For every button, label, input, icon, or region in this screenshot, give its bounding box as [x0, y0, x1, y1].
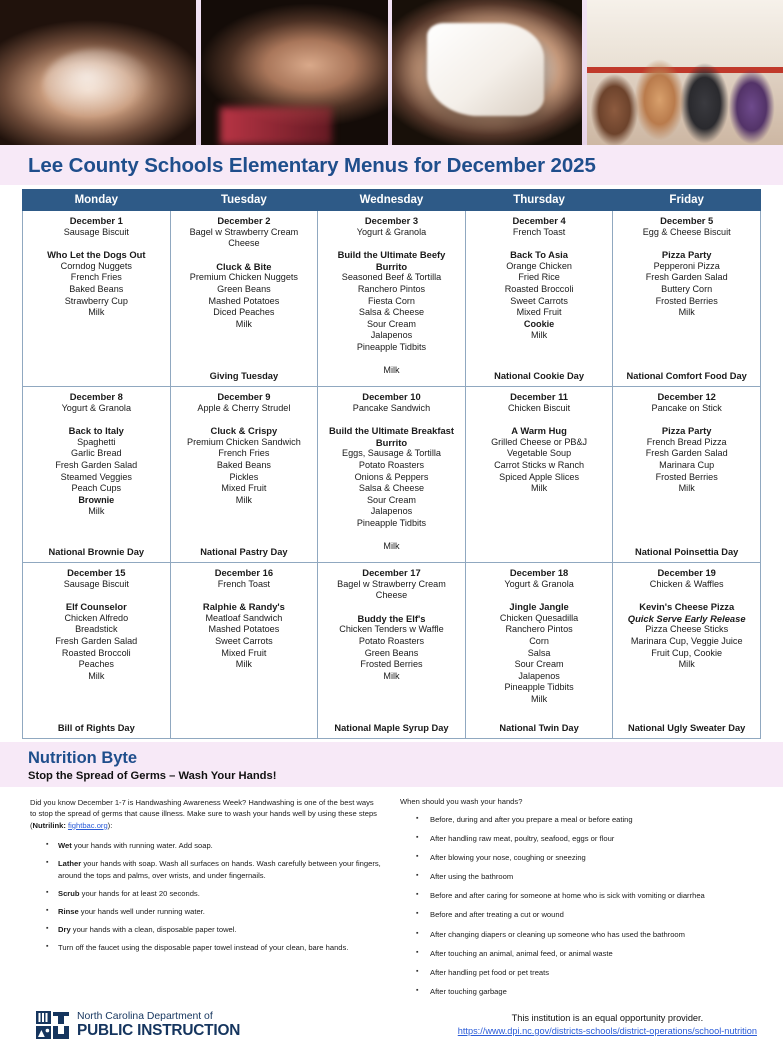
menu-item: Mixed Fruit — [221, 647, 267, 658]
menu-item: Premium Chicken Nuggets — [189, 272, 298, 283]
menu-breakfast-item: French Toast — [512, 226, 566, 237]
menu-item: Meatloaf Sandwich — [205, 612, 283, 623]
menu-breakfast-item: Sausage Biscuit — [63, 578, 129, 589]
menu-day-cell — [23, 211, 171, 387]
menu-spacer — [174, 250, 315, 261]
handwashing-step — [46, 924, 382, 936]
page-title: Lee County Schools Elementary Menus for December 2025 — [28, 154, 596, 177]
nutrition-byte-body — [0, 787, 783, 1009]
menu-day-date: December 1 — [69, 215, 123, 226]
step-text: your hands for at least 20 seconds. — [79, 889, 200, 898]
menu-spacer — [26, 238, 167, 249]
menu-day-date: December 18 — [509, 567, 569, 578]
menu-spacer — [26, 590, 167, 601]
menu-item: French Fries — [218, 448, 270, 459]
menu-meal-title: Pizza Party — [661, 425, 712, 437]
menu-item: Milk — [530, 330, 548, 341]
menu-day-date: December 19 — [657, 567, 716, 578]
menu-item: Milk — [383, 365, 400, 376]
menu-day-date: December 5 — [660, 215, 714, 226]
when-to-wash-item: ▪ Before and after treating a cut or wound — [416, 909, 753, 921]
menu-day-date: December 11 — [510, 391, 568, 402]
menu-calendar — [22, 189, 761, 739]
menu-day-content — [616, 567, 757, 735]
menu-meal-title: Build the Ultimate Breakfast Burrito — [328, 425, 454, 448]
step-text: your hands with running water. Add soap. — [71, 841, 213, 851]
calendar-body — [23, 211, 761, 739]
menu-item: Roasted Broccoli — [504, 283, 574, 294]
school-nutrition-url-link[interactable]: https://www.dpi.nc.gov/districts-schools/district-operations/school-nutrition — [457, 1025, 757, 1036]
menu-item: Pepperoni Pizza — [653, 260, 720, 271]
ncdpi-logo — [36, 1011, 240, 1039]
menu-item: Mashed Potatoes — [208, 295, 280, 306]
menu-breakfast-item: Bagel w Strawberry Cream Cheese — [189, 226, 299, 249]
menu-day-date: December 10 — [362, 391, 421, 402]
menu-meal-title: Ralphie & Randy's — [202, 601, 285, 613]
menu-spacer — [469, 414, 610, 425]
intro-text-part2: ): — [107, 820, 113, 830]
menu-observance — [26, 379, 167, 383]
menu-breakfast-item: French Toast — [217, 578, 271, 589]
menu-day-content — [469, 215, 610, 383]
menu-observance: National Ugly Sweater Day — [628, 723, 746, 734]
menu-item: Cookie — [523, 318, 555, 329]
menu-spacer — [321, 530, 462, 542]
column-header-thursday: Thursday — [465, 190, 613, 211]
menu-item: Mixed Fruit — [516, 307, 562, 318]
menu-breakfast-item: Pancake on Stick — [651, 402, 722, 413]
menu-item: Chicken Quesadilla — [499, 612, 579, 623]
menu-item: Fresh Garden Salad — [645, 272, 728, 283]
logo-line-2: PUBLIC INSTRUCTION — [77, 1021, 241, 1039]
menu-meal-title: Elf Counselor — [65, 601, 127, 613]
menu-day-cell — [318, 211, 466, 387]
menu-item: Milk — [530, 483, 548, 494]
menu-day-content — [26, 567, 167, 735]
equal-opportunity-statement: This institution is an equal opportunity provider. — [511, 1012, 704, 1023]
banner-photo-hands-drying-with-paper-towel — [392, 0, 581, 145]
step-text: Turn off the faucet using the disposable paper towel instead of your clean, bare hands. — [58, 943, 349, 953]
menu-item: Frosted Berries — [360, 659, 423, 670]
menu-breakfast-item: Bagel w Strawberry Cream Cheese — [337, 578, 446, 601]
menu-item: Orange Chicken — [506, 260, 572, 271]
menu-item: Potato Roasters — [358, 635, 425, 646]
when-to-wash-item: ▪ After touching an animal, animal feed, or animal waste — [416, 948, 753, 960]
column-header-wednesday: Wednesday — [318, 190, 466, 211]
menu-item: Milk — [678, 307, 695, 318]
menu-observance: Giving Tuesday — [209, 371, 279, 382]
menu-item: Corn — [529, 635, 549, 646]
menu-day-content — [26, 391, 167, 559]
menu-day-content — [469, 391, 610, 559]
menu-item: Peach Cups — [71, 483, 122, 494]
menu-item: Pickles — [229, 471, 259, 482]
menu-item: Ranchero Pintos — [505, 624, 573, 635]
menu-item: Milk — [88, 506, 105, 517]
nutrition-left-column — [30, 797, 382, 1005]
step-keyword: Lather — [58, 859, 82, 869]
menu-day-content — [174, 391, 315, 559]
menu-day-cell — [613, 211, 761, 387]
menu-observance: National Maple Syrup Day — [334, 723, 449, 734]
menu-item: Milk — [678, 483, 695, 494]
menu-breakfast-item: Chicken & Waffles — [649, 578, 724, 589]
menu-item: Pineapple Tidbits — [356, 517, 427, 528]
when-to-wash-item: ▪ Before, during and after you prepare a meal or before eating — [416, 814, 753, 826]
menu-breakfast-item: Sausage Biscuit — [63, 226, 129, 237]
menu-item: Milk — [235, 318, 252, 329]
menu-day-content — [321, 215, 462, 383]
menu-spacer — [616, 590, 757, 601]
banner-photo-students-preparing-food-in-kitchen — [587, 0, 783, 145]
banner-photo-hands-lathering-soap — [0, 0, 196, 145]
menu-item: Seasoned Beef & Tortilla — [341, 272, 442, 283]
menu-item: Fresh Garden Salad — [55, 459, 138, 470]
menu-meal-title: Who Let the Dogs Out — [47, 249, 146, 261]
menu-spacer — [321, 354, 462, 366]
menu-breakfast-item: Yogurt & Granola — [61, 402, 132, 413]
menu-item: Baked Beans — [69, 283, 124, 294]
menu-item: Green Beans — [217, 283, 271, 294]
menu-item: Premium Chicken Sandwich — [187, 436, 301, 447]
menu-item: Chicken Tenders w Waffle — [339, 624, 444, 635]
menu-day-cell — [613, 563, 761, 739]
menu-item: Jalapenos — [370, 330, 413, 341]
menu-item: Jalapenos — [518, 670, 560, 681]
menu-day-content — [174, 215, 315, 383]
menu-item: Breadstick — [75, 624, 118, 635]
handwashing-step — [46, 942, 382, 954]
menu-day-cell — [318, 563, 466, 739]
menu-day-content — [174, 567, 315, 735]
menu-item: French Fries — [70, 272, 122, 283]
menu-day-cell — [170, 563, 318, 739]
when-to-wash-item: ▪ After handling raw meat, poultry, seafood, eggs or flour — [416, 833, 753, 845]
menu-meal-title: Back To Asia — [510, 249, 568, 261]
handwashing-steps-list — [30, 840, 382, 954]
photo-banner — [0, 0, 783, 145]
menu-day-cell — [23, 387, 171, 563]
menu-item: Vegetable Soup — [506, 448, 572, 459]
menu-meal-title: Pizza Party — [661, 249, 712, 261]
menu-item: Carrot Sticks w Ranch — [494, 459, 585, 470]
nutrition-right-column — [400, 797, 753, 1005]
calendar-week-row — [23, 387, 761, 563]
menu-observance — [469, 555, 610, 559]
menu-item: Milk — [530, 693, 548, 704]
menu-day-cell — [318, 387, 466, 563]
menu-item: Ranchero Pintos — [357, 283, 426, 294]
menu-item: Corndog Nuggets — [60, 260, 132, 271]
menu-item: Milk — [235, 494, 252, 505]
menu-spacer — [174, 414, 315, 425]
banner-photo-hands-rinsing-under-faucet — [201, 0, 387, 145]
handwashing-step — [46, 888, 382, 900]
menu-item: Milk — [88, 670, 105, 681]
menu-item: Salsa & Cheese — [358, 307, 425, 318]
menu-spacer — [616, 238, 757, 249]
menu-observance: National Comfort Food Day — [626, 371, 747, 382]
menu-day-content — [26, 215, 167, 383]
menu-item: Brownie — [78, 494, 115, 505]
menu-item: Chicken Alfredo — [64, 612, 129, 623]
menu-day-cell — [170, 387, 318, 563]
menu-item: Sour Cream — [366, 318, 416, 329]
step-keyword: Wet — [58, 841, 72, 851]
menu-item: Fried Rice — [518, 272, 560, 283]
nutrilink-label: Nutrilink: — [32, 820, 66, 830]
menu-meal-title: Buddy the Elf's — [357, 612, 426, 624]
menu-item: Strawberry Cup — [64, 295, 128, 306]
menu-item: Spaghetti — [77, 436, 116, 447]
menu-item: French Bread Pizza — [646, 436, 727, 447]
menu-observance: National Cookie Day — [494, 371, 585, 382]
menu-day-cell — [613, 387, 761, 563]
menu-spacer — [321, 414, 462, 425]
ncdpi-logo-text — [77, 1011, 240, 1039]
menu-breakfast-item: Yogurt & Granola — [504, 578, 574, 589]
menu-day-cell — [465, 563, 613, 739]
menu-spacer — [321, 238, 462, 249]
menu-item: Pineapple Tidbits — [504, 682, 574, 693]
menu-spacer — [469, 238, 610, 249]
menu-item: Milk — [383, 670, 400, 681]
menu-day-content — [321, 567, 462, 735]
menu-item: Sweet Carrots — [215, 635, 273, 646]
menu-item: Spiced Apple Slices — [499, 471, 580, 482]
menu-item: Marinara Cup, Veggie Juice — [630, 635, 743, 646]
menu-item: Fruit Cup, Cookie — [651, 647, 723, 658]
menu-meal-title: Jingle Jangle — [509, 601, 569, 613]
menu-day-content — [616, 215, 757, 383]
menu-day-date: December 17 — [362, 567, 421, 578]
calendar-header-row — [23, 190, 761, 211]
menu-observance: National Brownie Day — [48, 547, 145, 558]
menu-spacer — [616, 414, 757, 425]
menu-item: Frosted Berries — [655, 471, 718, 482]
when-to-wash-item: ▪ After touching garbage — [416, 986, 753, 998]
menu-item: Garlic Bread — [71, 448, 122, 459]
menu-item: Mashed Potatoes — [208, 624, 280, 635]
nutrition-byte-band — [0, 742, 783, 787]
menu-item: Baked Beans — [216, 459, 271, 470]
menu-item: Milk — [88, 307, 105, 318]
menu-meal-title: Kevin's Cheese Pizza — [639, 601, 735, 613]
menu-day-date: December 4 — [512, 215, 566, 226]
column-header-tuesday: Tuesday — [170, 190, 318, 211]
handwashing-step — [46, 906, 382, 918]
when-to-wash-item: ▪ After blowing your nose, coughing or sneezing — [416, 852, 753, 864]
handwashing-step — [46, 858, 382, 881]
column-header-friday: Friday — [613, 190, 761, 211]
intro-text-part1: Did you know December 1-7 is Handwashing Awareness Week? Handwashing is one of the best ways to stop the spread of germs that cause illness. Make sure to wash your hands well by using these steps ( — [30, 798, 377, 830]
when-to-wash-item: ▪ After using the bathroom — [416, 871, 753, 883]
menu-day-date: December 3 — [364, 215, 419, 226]
menu-item: Sweet Carrots — [510, 295, 568, 306]
menu-item: Marinara Cup — [659, 459, 715, 470]
menu-meal-title: Cluck & Crispy — [210, 425, 278, 437]
menu-breakfast-item: Apple & Cherry Strudel — [197, 402, 291, 413]
step-text: your hands with soap. Wash all surfaces on hands. Wash carefully between your fingers, around the tops and palms, over wrists, and under fingernails. — [58, 859, 381, 880]
menu-day-cell — [465, 387, 613, 563]
menu-meal-title: Back to Italy — [68, 425, 124, 437]
menu-day-content — [321, 391, 462, 559]
menu-day-cell — [465, 211, 613, 387]
when-to-wash-item: ▪ Before and after caring for someone at home who is sick with vomiting or diarrhea — [416, 890, 753, 902]
menu-item: Mixed Fruit — [221, 483, 267, 494]
step-keyword: Rinse — [58, 907, 79, 917]
menu-breakfast-item: Yogurt & Granola — [356, 226, 427, 237]
calendar-week-row — [23, 211, 761, 387]
menu-meal-title: A Warm Hug — [511, 425, 567, 437]
when-to-wash-list — [400, 814, 753, 997]
menu-observance — [321, 379, 462, 383]
menu-item: Buttery Corn — [661, 283, 713, 294]
menu-item: Milk — [383, 541, 400, 552]
menu-day-date: December 12 — [657, 391, 716, 402]
menu-item: Fiesta Corn — [367, 295, 415, 306]
menu-item: Salsa & Cheese — [358, 483, 425, 494]
menu-day-cell — [170, 211, 318, 387]
menu-spacer — [469, 590, 610, 601]
menu-item: Milk — [678, 659, 695, 670]
menu-item: Diced Peaches — [213, 307, 275, 318]
menu-day-date: December 2 — [217, 215, 271, 226]
menu-item: Salsa — [527, 647, 551, 658]
menu-item: Roasted Broccoli — [61, 647, 131, 658]
menu-day-cell — [23, 563, 171, 739]
menu-item: Onions & Peppers — [354, 471, 429, 482]
step-text: your hands well under running water. — [78, 907, 205, 917]
menu-item: Sour Cream — [514, 659, 564, 670]
menu-item: Pineapple Tidbits — [356, 341, 427, 352]
menu-day-content — [616, 391, 757, 559]
when-to-wash-question: When should you wash your hands? — [400, 797, 523, 806]
logo-line-1: North Carolina Department of — [77, 1010, 213, 1022]
menu-breakfast-item: Egg & Cheese Biscuit — [642, 226, 731, 237]
menu-spacer — [321, 602, 462, 613]
footer-right-block — [458, 1012, 761, 1038]
menu-observance: National Twin Day — [499, 723, 579, 734]
menu-observance — [321, 555, 462, 559]
column-header-monday: Monday — [23, 190, 171, 211]
menu-meal-title: Build the Ultimate Beefy Burrito — [337, 249, 446, 272]
menu-item: Jalapenos — [370, 506, 413, 517]
menu-observance: National Pastry Day — [200, 547, 288, 558]
calendar-week-row — [23, 563, 761, 739]
menu-item: Pizza Cheese Sticks — [645, 624, 729, 635]
nutrition-byte-heading: Nutrition Byte — [28, 749, 138, 767]
menu-day-date: December 9 — [217, 391, 271, 402]
menu-item: Milk — [235, 659, 252, 670]
when-to-wash-item: ▪ After changing diapers or cleaning up someone who has used the bathroom — [416, 929, 753, 941]
menu-item: Grilled Cheese or PB&J — [491, 436, 588, 447]
title-band — [0, 145, 783, 185]
menu-observance: Bill of Rights Day — [57, 723, 135, 734]
menu-breakfast-item: Pancake Sandwich — [352, 402, 431, 413]
menu-day-date: December 15 — [67, 567, 126, 578]
menu-spacer — [174, 590, 315, 601]
step-text: your hands with a clean, disposable paper towel. — [70, 925, 237, 935]
fightbac-link[interactable]: fightbac.org — [67, 820, 108, 830]
menu-day-date: December 8 — [69, 391, 123, 402]
nutrition-byte-subheading: Stop the Spread of Germs – Wash Your Hands! — [28, 770, 277, 782]
handwashing-step — [46, 840, 382, 852]
menu-spacer — [26, 414, 167, 425]
step-keyword: Scrub — [58, 889, 80, 898]
ncdpi-logo-icon — [36, 1011, 70, 1039]
menu-item: Potato Roasters — [358, 459, 425, 470]
menu-item: Green Beans — [364, 647, 419, 658]
when-to-wash-item: ▪ After handling pet food or pet treats — [416, 967, 753, 979]
menu-breakfast-item: Chicken Biscuit — [507, 402, 571, 413]
nutrition-intro-paragraph — [30, 797, 382, 831]
menu-item: Fresh Garden Salad — [55, 635, 138, 646]
menu-meal-title: Cluck & Bite — [216, 260, 272, 272]
menu-item: Frosted Berries — [655, 295, 718, 306]
menu-observance: National Poinsettia Day — [635, 547, 739, 558]
menu-item: Steamed Veggies — [60, 471, 132, 482]
menu-item: Eggs, Sausage & Tortilla — [342, 448, 441, 459]
step-keyword: Dry — [58, 925, 71, 935]
menu-item: Fresh Garden Salad — [645, 448, 728, 459]
menu-meal-subtitle: Quick Serve Early Release — [627, 612, 746, 624]
menu-item: Sour Cream — [366, 494, 416, 505]
menu-day-content — [469, 567, 610, 735]
menu-item: Peaches — [78, 659, 114, 670]
menu-day-date: December 16 — [214, 567, 274, 578]
menu-observance — [174, 731, 315, 735]
